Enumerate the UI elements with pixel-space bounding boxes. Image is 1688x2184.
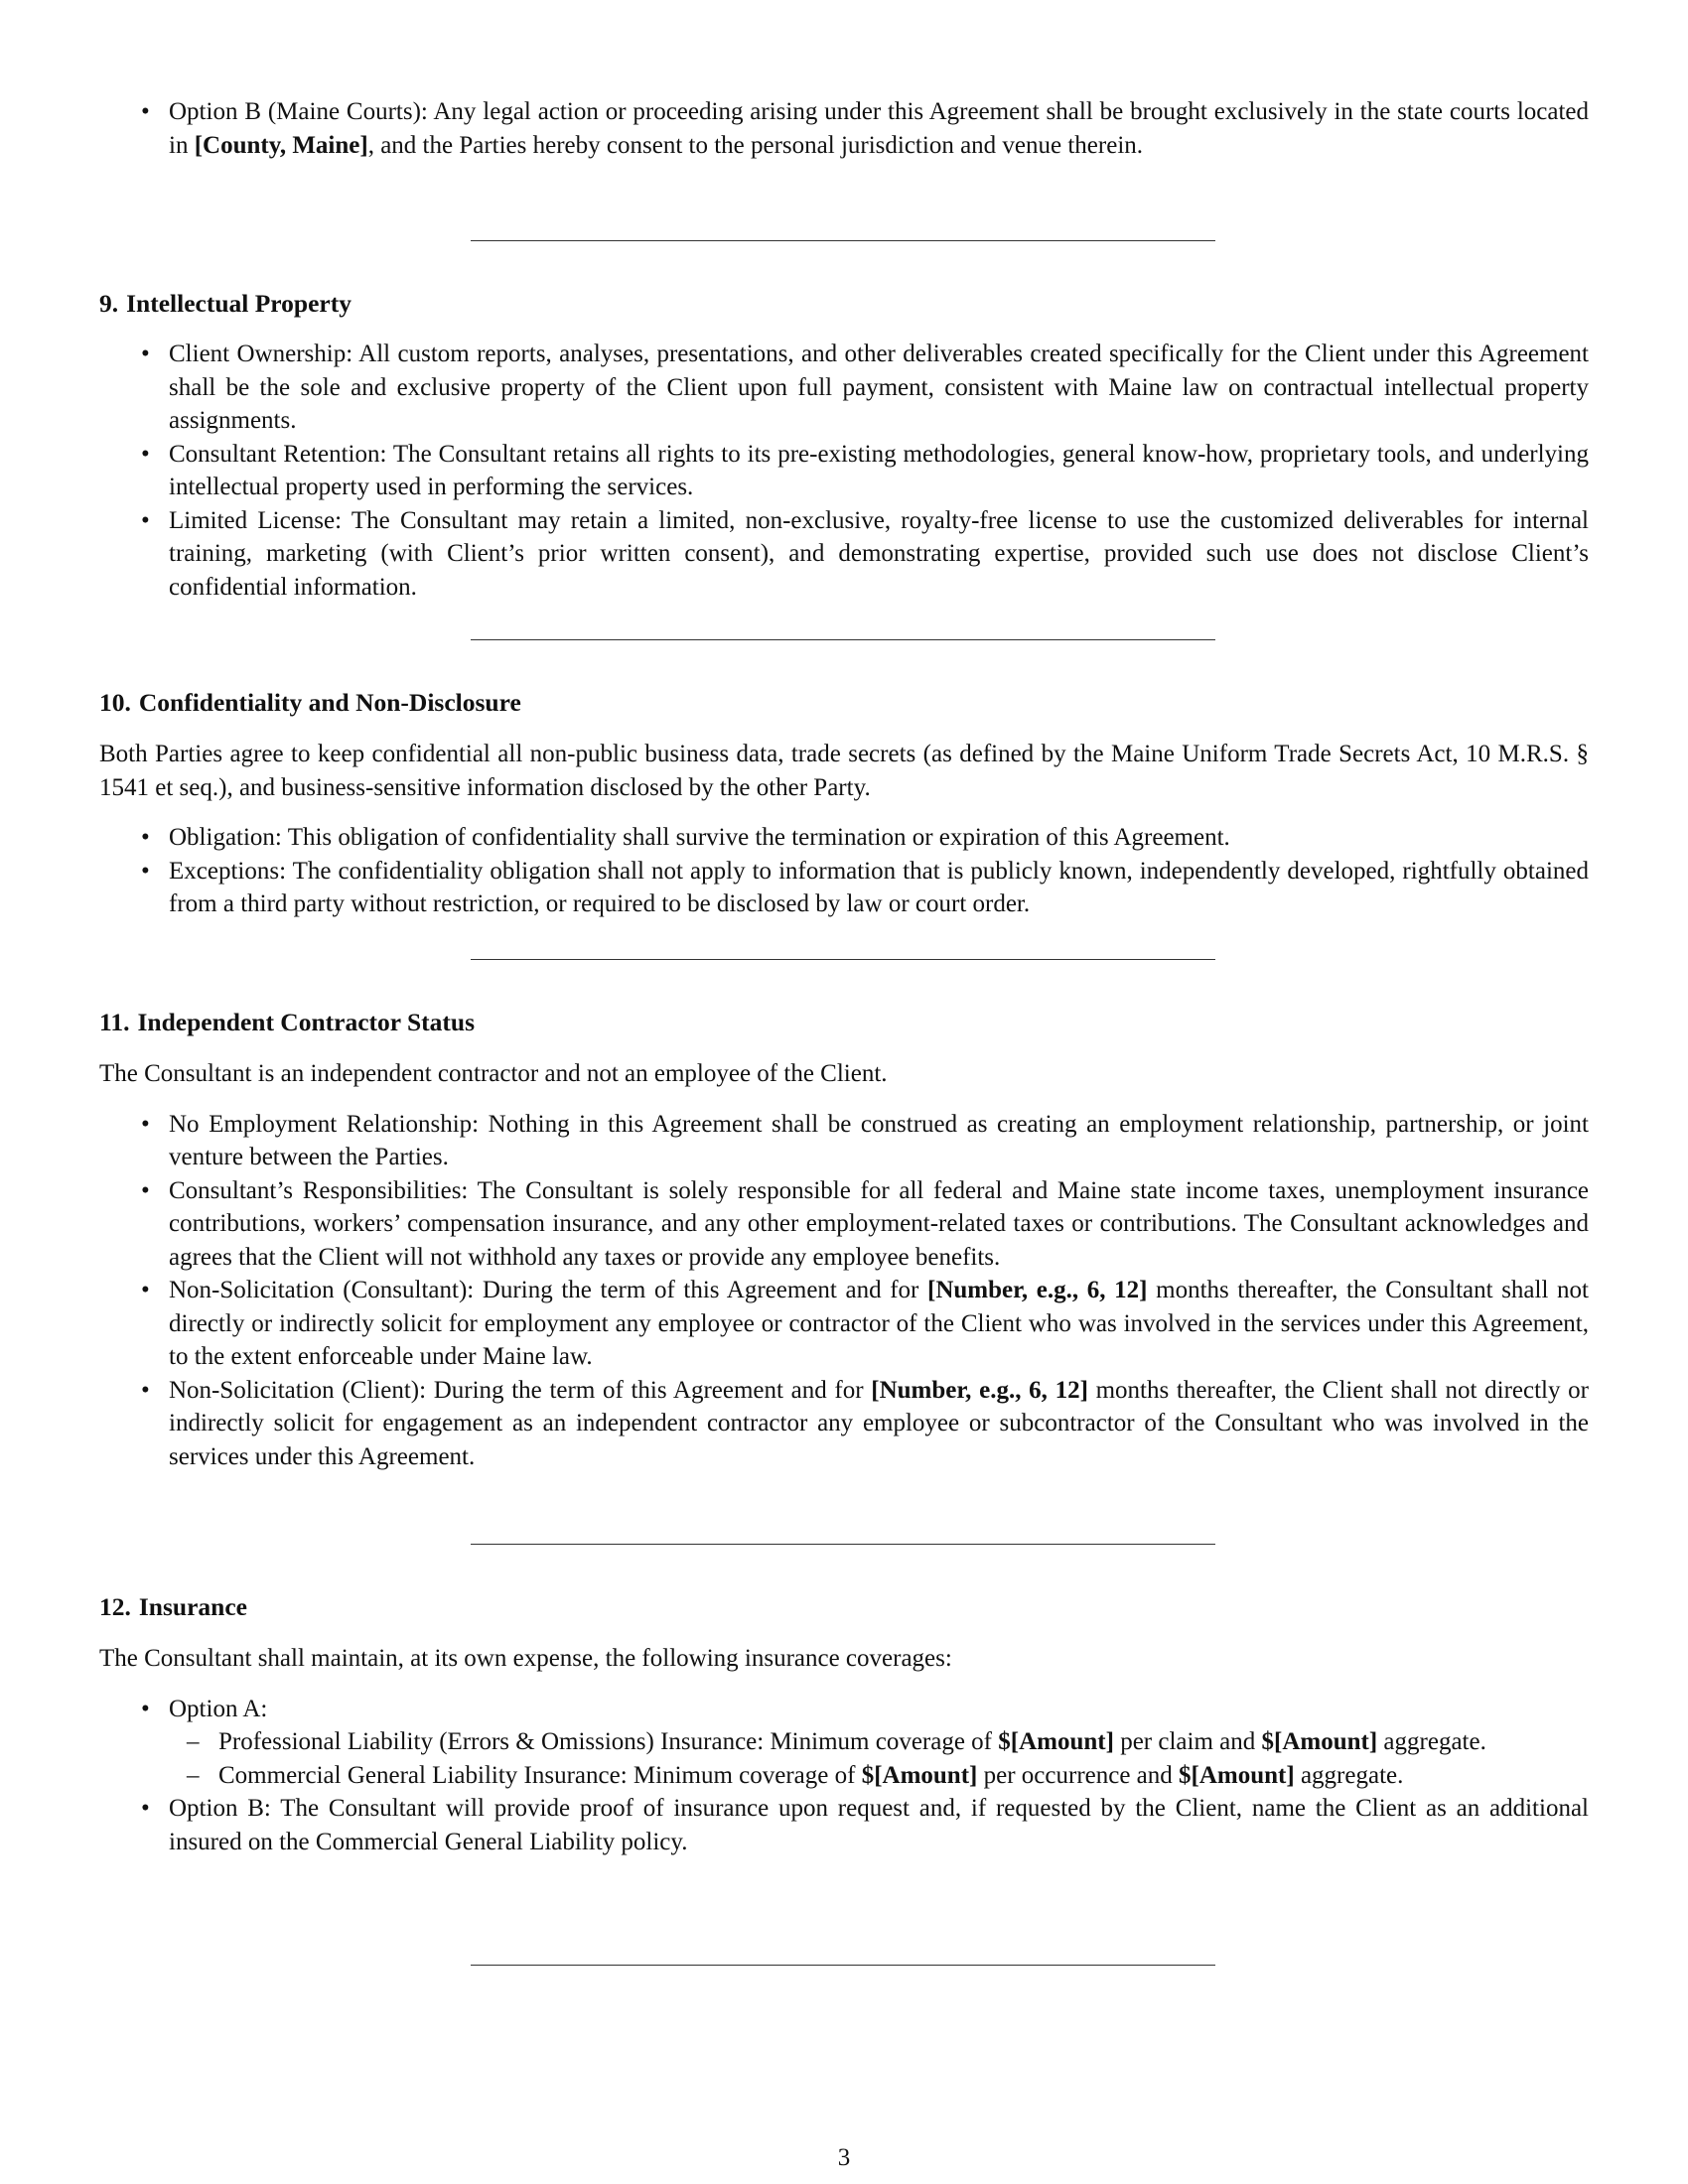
list-item: • No Employment Relationship: Nothing in this Agreement shall be construed as creating an employment relationship, partnership, or joint venture between the Parties. bbox=[99, 1108, 1589, 1174]
list-item: • Obligation: This obligation of confidentiality shall survive the termination or expiration of this Agreement. bbox=[99, 821, 1589, 855]
placeholder-field: [Number, e.g., 6, 12] bbox=[871, 1376, 1088, 1404]
list-item: • Exceptions: The confidentiality obligation shall not apply to information that is publicly known, independently developed, rightfully obtained from a third party without restriction, or required to be disclosed by law or court order. bbox=[99, 855, 1589, 921]
list-item: • Option B (Maine Courts): Any legal action or proceeding arising under this Agreement shall be brought exclusively in the state courts located in [County, Maine], and the Parties hereby consent to the personal jurisdiction and venue therein. bbox=[99, 95, 1589, 162]
list-item: • Option B: The Consultant will provide proof of insurance upon request and, if requested by the Client, name the Client as an additional insured on the Commercial General Liability policy. bbox=[99, 1792, 1589, 1858]
section-heading: 9. Intellectual Property bbox=[99, 289, 352, 318]
paragraph: Both Parties agree to keep confidential all non-public business data, trade secrets (as defined by the Maine Uniform Trade Secrets Act, 10 M.R.S. § 1541 et seq.), and business-sensitive information disclosed by the other Party. bbox=[99, 741, 1589, 801]
section-8-continuation bbox=[99, 95, 1589, 162]
list-item: • Limited License: The Consultant may retain a limited, non-exclusive, royalty-free license to use the customized deliverables for internal training, marketing (with Client’s prior written consent), and demonstrating expertise, provided such use does not disclose Client’s confidential information. bbox=[99, 504, 1589, 605]
section-10 bbox=[99, 686, 1589, 921]
section-divider bbox=[471, 240, 1215, 241]
list-item: • Client Ownership: All custom reports, analyses, presentations, and other deliverables created specifically for the Client under this Agreement shall be the sole and exclusive property of the Client upon full payment, consistent with Maine law on contractual intellectual property assignments. bbox=[99, 338, 1589, 438]
sub-list-item: – Professional Liability (Errors & Omissions) Insurance: Minimum coverage of $[Amount] per claim and $[Amount] aggregate. bbox=[157, 1725, 1589, 1759]
section-divider bbox=[471, 1965, 1215, 1966]
list-item: • Consultant Retention: The Consultant retains all rights to its pre-existing methodologies, general know-how, proprietary tools, and underlying intellectual property used in performing the services. bbox=[99, 438, 1589, 504]
list-item: • Option A: – Professional Liability (Errors & Omissions) Insurance: Minimum coverage of $[Amount] per claim and $[Amount] aggregate. – Commercial General Liability Insurance: Minimum coverage of $[Amount] per occurrence and $[Amount] aggregate. bbox=[99, 1693, 1589, 1793]
list-item: • Consultant’s Responsibilities: The Consultant is solely responsible for all federal and Maine state income taxes, unemployment insurance contributions, workers’ compensation insurance, and any other employment-related taxes or contributions. The Consultant acknowledges and agrees that the Client will not withhold any taxes or provide any employee benefits. bbox=[99, 1174, 1589, 1275]
page-number: 3 bbox=[837, 2144, 851, 2171]
list-item: • Non-Solicitation (Client): During the term of this Agreement and for [Number, e.g., 6, 12] months thereafter, the Client shall not directly or indirectly solicit for engagement as an independent contractor any employee or subcontractor of the Consultant who was involved in the services under this Agreement. bbox=[99, 1374, 1589, 1474]
section-heading: 12. Insurance bbox=[99, 1592, 247, 1621]
list-item: • Non-Solicitation (Consultant): During the term of this Agreement and for [Number, e.g., 6, 12] months thereafter, the Consultant shall not directly or indirectly solicit for employment any employee or contractor of the Client who was involved in the services under this Agreement, to the extent enforceable under Maine law. bbox=[99, 1274, 1589, 1374]
paragraph: The Consultant shall maintain, at its own expense, the following insurance coverages: bbox=[99, 1645, 952, 1672]
section-heading: 11. Independent Contractor Status bbox=[99, 1008, 476, 1036]
sub-list-item: – Commercial General Liability Insurance: Minimum coverage of $[Amount] per occurrence and $[Amount] aggregate. bbox=[157, 1759, 1589, 1793]
section-divider bbox=[471, 1544, 1215, 1545]
paragraph: The Consultant is an independent contractor and not an employee of the Client. bbox=[99, 1060, 888, 1087]
section-11 bbox=[99, 1006, 1589, 1473]
section-divider bbox=[471, 639, 1215, 640]
section-12 bbox=[99, 1590, 1589, 1858]
section-heading: 10. Confidentiality and Non-Disclosure bbox=[99, 688, 521, 717]
section-divider bbox=[471, 959, 1215, 960]
placeholder-field: [County, Maine] bbox=[194, 131, 368, 159]
placeholder-field: [Number, e.g., 6, 12] bbox=[927, 1277, 1148, 1303]
section-9 bbox=[99, 287, 1589, 604]
